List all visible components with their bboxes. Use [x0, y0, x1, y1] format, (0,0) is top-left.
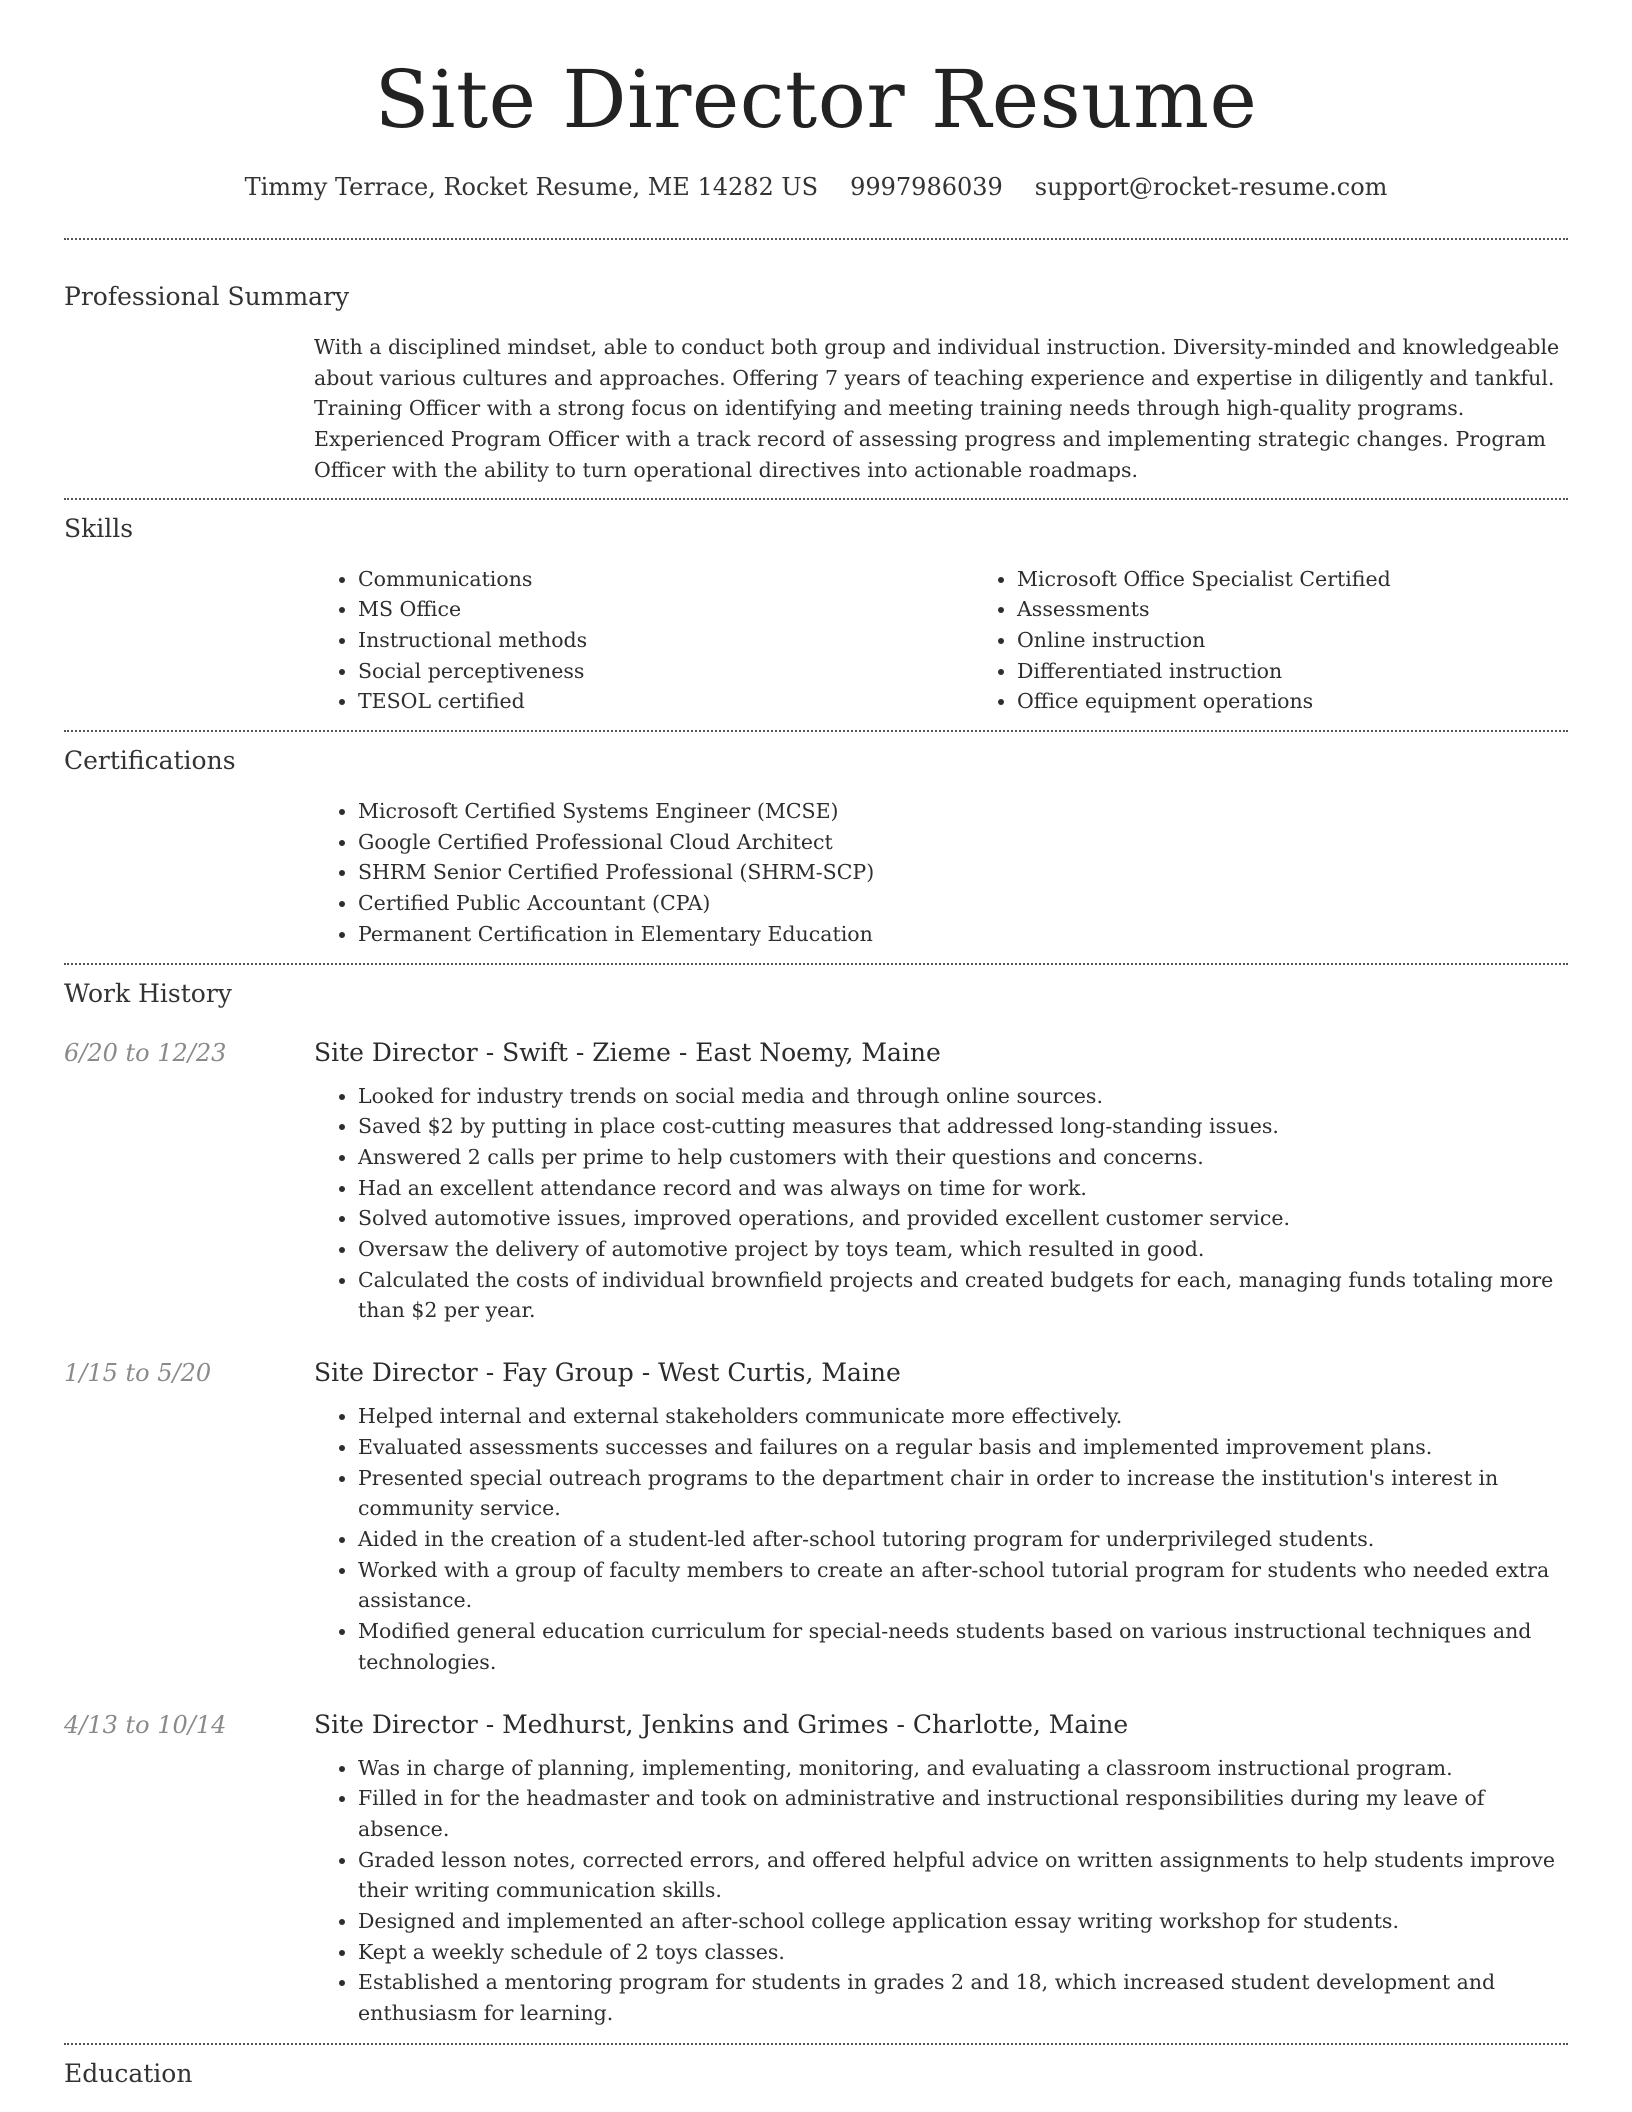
list-item: • Office equipment operations [1017, 686, 1632, 717]
job-header [64, 1356, 1568, 1390]
section-heading-education: Education [64, 2058, 193, 2088]
list-item: • Calculated the costs of individual brownfield projects and created budgets for each, managing funds totaling more than $2 per year. [358, 1265, 1568, 1326]
job-title: Site Director - Swift - Zieme - East Noemy, Maine [314, 1037, 941, 1067]
section-heading-certifications: Certifications [64, 746, 236, 776]
job-title: Site Director - Medhurst, Jenkins and Grimes - Charlotte, Maine [314, 1709, 1129, 1739]
skills-section [64, 512, 1568, 718]
job-duties [314, 1081, 1568, 1327]
list-item: • Instructional methods [358, 625, 973, 656]
list-item: • Google Certified Professional Cloud Architect [358, 827, 1568, 858]
list-item: • Communications [358, 564, 973, 595]
list-item: • SHRM Senior Certified Professional (SHRM-SCP) [358, 857, 1568, 888]
job-duties-list [314, 1753, 1568, 2029]
job-duties-list [314, 1401, 1568, 1677]
job-entry [64, 1708, 1568, 2029]
divider [64, 963, 1568, 965]
list-item: • Modified general education curriculum for special-needs students based on various instructional techniques and technologies. [358, 1616, 1568, 1677]
skills-list-left [314, 564, 973, 718]
job-dates: 4/13 to 10/14 [64, 1710, 227, 1739]
job-entry [64, 1356, 1568, 1677]
list-item: • Was in charge of planning, implementing, monitoring, and evaluating a classroom instructional program. [358, 1753, 1568, 1784]
list-item: • Had an excellent attendance record and was always on time for work. [358, 1173, 1568, 1204]
work-history-section [64, 977, 1568, 2029]
contact-address: Timmy Terrace, Rocket Resume, ME 14282 US [244, 173, 819, 201]
list-item: • Aided in the creation of a student-led after-school tutoring program for underprivileged students. [358, 1524, 1568, 1555]
list-item: • Microsoft Office Specialist Certified [1017, 564, 1632, 595]
job-duties [314, 1401, 1568, 1677]
contact-email[interactable]: support@rocket-resume.com [1034, 173, 1388, 201]
list-item: • Saved $2 by putting in place cost-cutting measures that addressed long-standing issues. [358, 1111, 1568, 1142]
job-dates: 6/20 to 12/23 [64, 1038, 227, 1067]
page-title: Site Director Resume [374, 53, 1258, 146]
list-item: • Designed and implemented an after-school college application essay writing workshop for students. [358, 1906, 1568, 1937]
divider [64, 2043, 1568, 2045]
list-item: • Social perceptiveness [358, 656, 973, 687]
list-item: • Worked with a group of faculty members to create an after-school tutorial program for students who needed extra assistance. [358, 1555, 1568, 1616]
list-item: • Permanent Certification in Elementary Education [358, 919, 1568, 950]
section-heading-summary: Professional Summary [64, 282, 350, 311]
divider [64, 730, 1568, 732]
contact-line [64, 170, 1568, 204]
list-item: • TESOL certified [358, 686, 973, 717]
job-entry [64, 1036, 1568, 1327]
list-item: • Assessments [1017, 594, 1632, 625]
certifications-section [64, 744, 1568, 950]
summary-text: With a disciplined mindset, able to conduct both group and individual instruction. Diversity-minded and knowledgeable about various cultures and approaches. Offering 7 years of teaching experience and expertise in diligently and tankful. Training Officer with a strong focus on identifying and meeting training needs through high-quality programs. Experienced Program Officer with a track record of assessing progress and implementing strategic changes. Program Officer with the ability to turn operational directives into actionable roadmaps. [314, 335, 1560, 482]
list-item: • Kept a weekly schedule of 2 toys classes. [358, 1937, 1568, 1968]
list-item: • Established a mentoring program for students in grades 2 and 18, which increased student development and enthusiasm for learning. [358, 1967, 1568, 2028]
job-title: Site Director - Fay Group - West Curtis, Maine [314, 1358, 901, 1388]
job-header [64, 1036, 1568, 1070]
skills-grid [314, 564, 1568, 718]
divider [64, 498, 1568, 500]
list-item: • Differentiated instruction [1017, 656, 1632, 687]
list-item: • Certified Public Accountant (CPA) [358, 888, 1568, 919]
job-header [64, 1708, 1568, 1742]
list-item: • Filled in for the headmaster and took on administrative and instructional responsibilities during my leave of absence. [358, 1783, 1568, 1844]
list-item: • Online instruction [1017, 625, 1632, 656]
job-duties [314, 1753, 1568, 2029]
section-heading-skills: Skills [64, 513, 134, 543]
section-heading-work-history: Work History [64, 978, 232, 1008]
contact-phone: 9997986039 [850, 173, 1003, 201]
list-item: • Microsoft Certified Systems Engineer (MCSE) [358, 796, 1568, 827]
certifications-list [314, 796, 1568, 950]
skills-list-right [973, 564, 1632, 718]
list-item: • Presented special outreach programs to the department chair in order to increase the institution's interest in community service. [358, 1463, 1568, 1524]
divider [64, 238, 1568, 240]
list-item: • Answered 2 calls per prime to help customers with their questions and concerns. [358, 1142, 1568, 1173]
summary-section [64, 280, 1568, 486]
list-item: • MS Office [358, 594, 973, 625]
list-item: • Evaluated assessments successes and failures on a regular basis and implemented improvement plans. [358, 1432, 1568, 1463]
list-item: • Solved automotive issues, improved operations, and provided excellent customer service. [358, 1203, 1568, 1234]
job-dates: 1/15 to 5/20 [64, 1359, 212, 1388]
certifications-body [314, 796, 1568, 950]
list-item: • Helped internal and external stakeholders communicate more effectively. [358, 1401, 1568, 1432]
list-item: • Graded lesson notes, corrected errors, and offered helpful advice on written assignments to help students improve their writing communication skills. [358, 1845, 1568, 1906]
list-item: • Oversaw the delivery of automotive project by toys team, which resulted in good. [358, 1234, 1568, 1265]
job-duties-list [314, 1081, 1568, 1327]
education-section [64, 2057, 1568, 2091]
list-item: • Looked for industry trends on social media and through online sources. [358, 1081, 1568, 1112]
